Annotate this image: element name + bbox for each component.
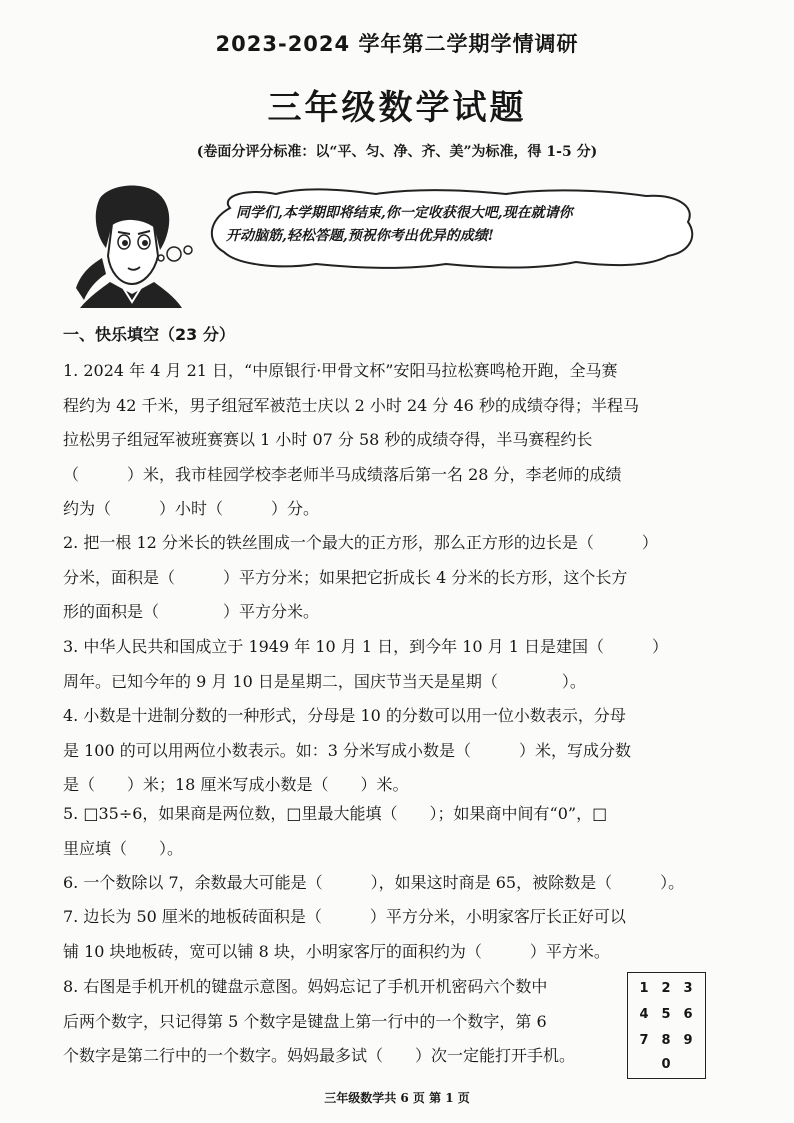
question-7 — [63, 900, 711, 969]
question-line: 约为（ ）小时（ ）分。 — [63, 499, 320, 518]
question-line: （ ）米，我市桂园学校李老师半马成绩落后第一名 28 分，李老师的成绩 — [63, 464, 622, 484]
question-3 — [63, 630, 711, 699]
question-line: 2. 把一根 12 分米长的铁丝围成一个最大的正方形，那么正方形的边长是（ ） — [63, 533, 658, 552]
keypad-key: 9 — [683, 1033, 693, 1048]
question-line: 分米，面积是（ ）平方分米；如果把它折成长 4 分米的长方形，这个长方 — [63, 567, 628, 587]
question-4 — [63, 699, 711, 803]
question-5 — [63, 797, 711, 866]
question-line: 5. □35÷6，如果商是两位数，□里最大能填（ ）；如果商中间有“0”，□ — [63, 804, 608, 823]
keypad-key: 4 — [639, 1007, 649, 1022]
exam-title: 三年级数学试题 — [267, 88, 527, 128]
bubble-text-line-2: 开动脑筋,轻松答题,预祝你考出优异的成绩! — [226, 228, 494, 244]
keypad-key: 2 — [661, 981, 671, 996]
question-8 — [63, 970, 619, 1074]
bubble-text-line-1: 同学们,本学期即将结束,你一定收获很大吧,现在就请你 — [236, 205, 573, 221]
phone-keypad-diagram — [627, 972, 706, 1079]
question-line: 程约为 42 千米，男子组冠军被范士庆以 2 小时 24 分 46 秒的成绩夺得；半程马 — [63, 395, 639, 415]
keypad-key: 3 — [683, 981, 693, 996]
question-line: 铺 10 块地板砖，宽可以铺 8 块，小明家客厅的面积约为（ ）平方米。 — [63, 941, 610, 961]
question-line: 是（ ）米；18 厘米写成小数是（ ）米。 — [63, 775, 409, 794]
section-heading: 一、快乐填空（23 分） — [63, 325, 235, 344]
keypad-key: 0 — [661, 1057, 671, 1072]
exam-header-line: 2023-2024 学年第二学期学情调研 — [215, 32, 579, 56]
question-line: 6. 一个数除以 7，余数最大可能是（ ），如果这时商是 65，被除数是（ ）。 — [63, 873, 685, 892]
question-line: 7. 边长为 50 厘米的地板砖面积是（ ）平方分米，小明家客厅长正好可以 — [63, 907, 626, 926]
question-line: 1. 2024 年 4 月 21 日，“中原银行·甲骨文杯”安阳马拉松赛鸣枪开跑，全马赛 — [63, 361, 618, 380]
speech-bubble — [206, 186, 698, 272]
keypad-key: 8 — [661, 1033, 671, 1048]
keypad-key: 6 — [683, 1007, 693, 1022]
question-line: 4. 小数是十进制分数的一种形式，分母是 10 的分数可以用一位小数表示，分母 — [63, 706, 626, 725]
question-6 — [63, 866, 711, 901]
page-footer: 三年级数学共 6 页 第 1 页 — [324, 1091, 470, 1105]
question-line: 是 100 的可以用两位小数表示。如：3 分米写成小数是（ ）米，写成分数 — [63, 740, 631, 760]
student-cartoon-image — [62, 178, 202, 308]
question-line: 个数字是第二行中的一个数字。妈妈最多试（ ）次一定能打开手机。 — [63, 1046, 576, 1065]
question-line: 周年。已知今年的 9 月 10 日是星期二，国庆节当天是星期（ ）。 — [63, 671, 586, 691]
question-line: 拉松男子组冠军被班赛赛以 1 小时 07 分 58 秒的成绩夺得，半马赛程约长 — [63, 430, 593, 449]
question-line: 8. 右图是手机开机的键盘示意图。妈妈忘记了手机开机密码六个数中 — [63, 977, 548, 996]
keypad-key: 7 — [639, 1033, 649, 1048]
question-line: 形的面积是（ ）平方分米。 — [63, 602, 320, 621]
question-2 — [63, 526, 711, 630]
scoring-note: (卷面分评分标准：以“平、匀、净、齐、美”为标准，得 1-5 分) — [196, 144, 598, 160]
question-1 — [63, 354, 711, 527]
question-line: 后两个数字，只记得第 5 个数字是键盘上第一行中的一个数字，第 6 — [63, 1011, 547, 1031]
keypad-key: 5 — [661, 1007, 671, 1022]
question-line: 里应填（ ）。 — [63, 838, 184, 858]
question-line: 3. 中华人民共和国成立于 1949 年 10 月 1 日，到今年 10 月 1 日是建国（ ） — [63, 637, 669, 656]
keypad-key: 1 — [639, 981, 649, 996]
